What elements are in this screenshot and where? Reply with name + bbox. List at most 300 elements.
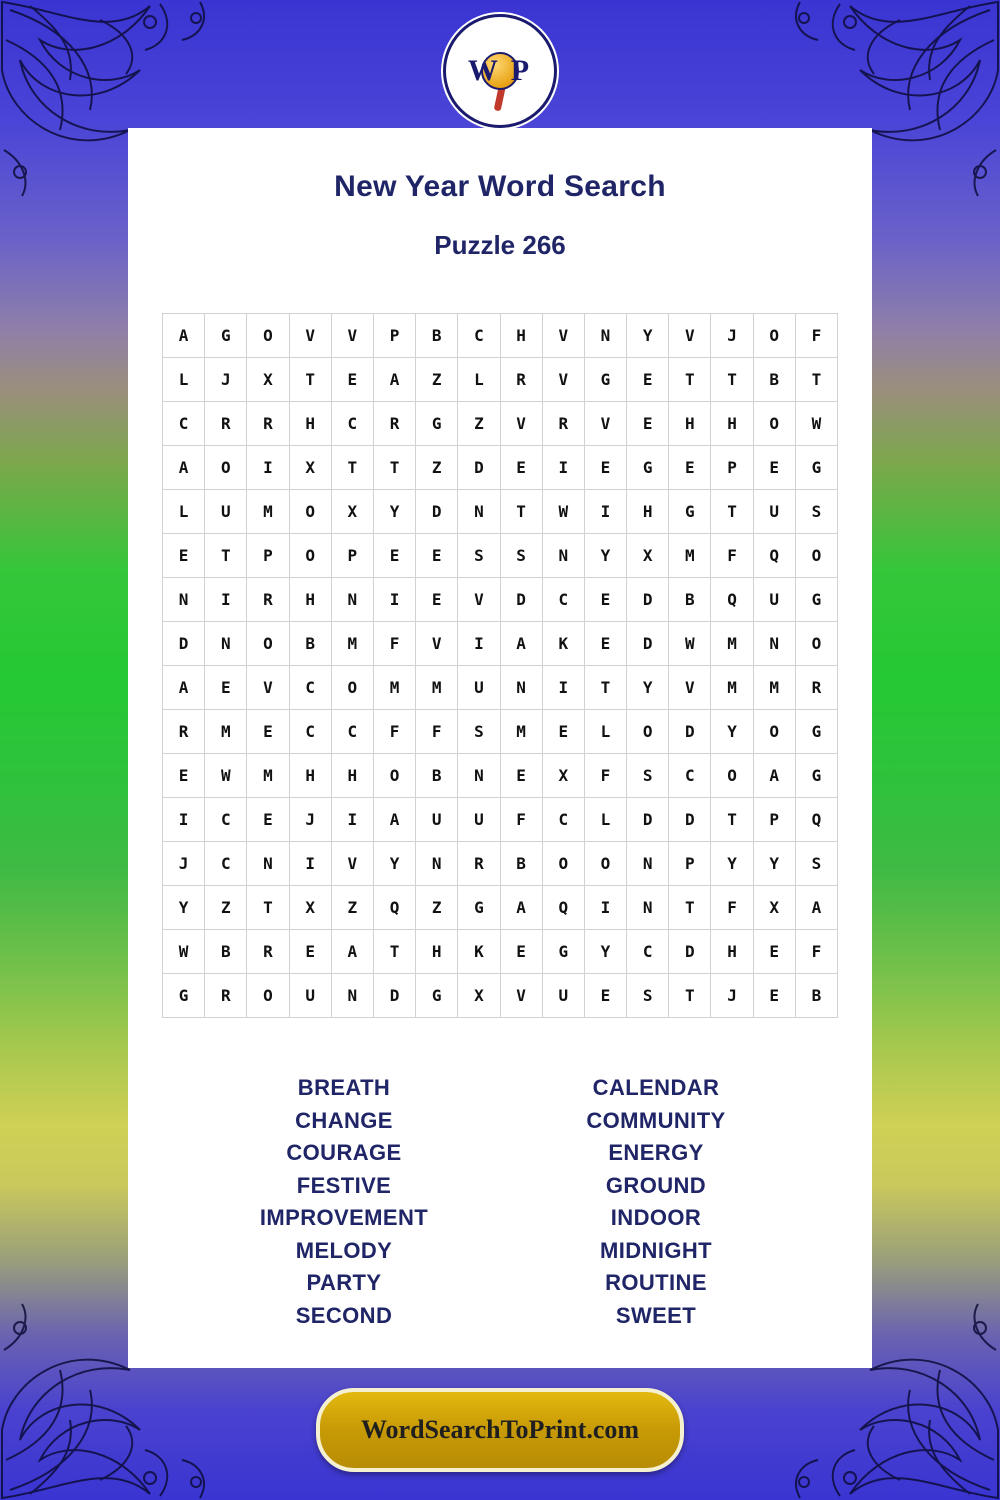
grid-cell[interactable]: X — [289, 446, 331, 490]
grid-row — [163, 358, 838, 402]
grid-cell[interactable]: Q — [753, 534, 795, 578]
grid-cell[interactable]: V — [669, 314, 711, 358]
grid-cell[interactable]: G — [795, 578, 837, 622]
page-title: New Year Word Search — [334, 170, 666, 203]
grid-cell[interactable]: G — [669, 490, 711, 534]
grid-cell[interactable]: F — [373, 622, 415, 666]
grid-cell[interactable]: Y — [373, 490, 415, 534]
word-list-column-left — [188, 1072, 500, 1332]
grid-cell[interactable]: F — [711, 534, 753, 578]
grid-cell[interactable]: U — [753, 490, 795, 534]
grid-cell[interactable]: T — [584, 666, 626, 710]
word-search-grid — [162, 313, 838, 1018]
grid-cell[interactable]: A — [373, 358, 415, 402]
grid-cell[interactable]: Q — [795, 798, 837, 842]
grid-cell[interactable]: G — [795, 754, 837, 798]
letter-grid-table — [162, 313, 838, 1018]
grid-cell[interactable]: U — [205, 490, 247, 534]
grid-cell[interactable]: X — [542, 754, 584, 798]
grid-cell[interactable]: H — [711, 402, 753, 446]
grid-cell[interactable]: C — [331, 710, 373, 754]
grid-row — [163, 798, 838, 842]
grid-cell[interactable]: U — [753, 578, 795, 622]
grid-cell[interactable]: C — [205, 842, 247, 886]
grid-cell[interactable]: I — [542, 446, 584, 490]
grid-cell[interactable]: S — [795, 842, 837, 886]
grid-cell[interactable]: E — [627, 358, 669, 402]
grid-cell[interactable]: I — [584, 490, 626, 534]
grid-cell[interactable]: S — [627, 754, 669, 798]
grid-cell[interactable]: R — [247, 402, 289, 446]
grid-cell[interactable]: T — [373, 446, 415, 490]
grid-cell[interactable]: C — [627, 930, 669, 974]
grid-cell[interactable]: D — [627, 622, 669, 666]
grid-cell[interactable]: N — [458, 490, 500, 534]
word-list-column-right — [500, 1072, 812, 1332]
grid-cell[interactable]: Z — [416, 358, 458, 402]
grid-cell[interactable]: O — [627, 710, 669, 754]
grid-cell[interactable]: G — [416, 402, 458, 446]
grid-cell[interactable]: H — [289, 402, 331, 446]
grid-cell[interactable]: P — [331, 534, 373, 578]
grid-cell[interactable]: G — [163, 974, 205, 1018]
grid-cell[interactable]: L — [163, 490, 205, 534]
grid-cell[interactable]: E — [542, 710, 584, 754]
grid-cell[interactable]: R — [795, 666, 837, 710]
grid-cell[interactable]: A — [500, 886, 542, 930]
grid-cell[interactable]: F — [795, 930, 837, 974]
word-list-item[interactable]: MELODY — [295, 1237, 393, 1263]
grid-cell[interactable]: E — [205, 666, 247, 710]
grid-cell[interactable]: D — [669, 710, 711, 754]
grid-cell[interactable]: E — [584, 578, 626, 622]
grid-cell[interactable]: A — [163, 666, 205, 710]
grid-cell[interactable]: A — [795, 886, 837, 930]
word-list-item[interactable]: FESTIVE — [296, 1172, 392, 1198]
grid-cell[interactable]: D — [163, 622, 205, 666]
grid-cell[interactable]: O — [247, 622, 289, 666]
grid-cell[interactable]: B — [500, 842, 542, 886]
grid-cell[interactable]: O — [373, 754, 415, 798]
grid-cell[interactable]: A — [753, 754, 795, 798]
grid-cell[interactable]: D — [500, 578, 542, 622]
grid-cell[interactable]: S — [458, 534, 500, 578]
grid-cell[interactable]: G — [458, 886, 500, 930]
grid-cell[interactable]: D — [416, 490, 458, 534]
grid-cell[interactable]: M — [753, 666, 795, 710]
grid-cell[interactable]: N — [205, 622, 247, 666]
grid-cell[interactable]: C — [458, 314, 500, 358]
word-list-item[interactable]: SWEET — [615, 1302, 697, 1328]
grid-cell[interactable]: V — [500, 974, 542, 1018]
grid-cell[interactable]: E — [669, 446, 711, 490]
grid-cell[interactable]: N — [627, 886, 669, 930]
word-list-item[interactable]: CALENDAR — [592, 1075, 720, 1100]
grid-cell[interactable]: G — [795, 710, 837, 754]
grid-cell[interactable]: C — [542, 578, 584, 622]
grid-row — [163, 534, 838, 578]
grid-cell[interactable]: R — [458, 842, 500, 886]
grid-cell[interactable]: Y — [627, 666, 669, 710]
puzzle-sheet — [128, 128, 872, 1368]
grid-cell[interactable]: T — [247, 886, 289, 930]
grid-cell[interactable]: J — [711, 314, 753, 358]
grid-cell[interactable]: M — [711, 666, 753, 710]
grid-cell[interactable]: V — [289, 314, 331, 358]
grid-cell[interactable]: I — [331, 798, 373, 842]
grid-cell[interactable]: I — [205, 578, 247, 622]
grid-cell[interactable]: O — [331, 666, 373, 710]
grid-cell[interactable]: A — [163, 446, 205, 490]
grid-cell[interactable]: E — [416, 578, 458, 622]
grid-cell[interactable]: E — [500, 754, 542, 798]
grid-row — [163, 622, 838, 666]
grid-cell[interactable]: H — [500, 314, 542, 358]
grid-cell[interactable]: X — [331, 490, 373, 534]
grid-cell[interactable]: I — [458, 622, 500, 666]
grid-cell[interactable]: Y — [711, 842, 753, 886]
grid-cell[interactable]: T — [289, 358, 331, 402]
grid-cell[interactable]: H — [711, 930, 753, 974]
grid-cell[interactable]: C — [669, 754, 711, 798]
grid-cell[interactable]: B — [289, 622, 331, 666]
grid-cell[interactable]: N — [584, 314, 626, 358]
grid-cell[interactable]: R — [500, 358, 542, 402]
grid-cell[interactable]: U — [542, 974, 584, 1018]
grid-cell[interactable]: V — [331, 314, 373, 358]
grid-cell[interactable]: M — [711, 622, 753, 666]
grid-cell[interactable]: R — [205, 402, 247, 446]
word-list-item[interactable]: CHANGE — [295, 1107, 393, 1133]
grid-cell[interactable]: T — [711, 490, 753, 534]
grid-cell[interactable]: O — [795, 622, 837, 666]
grid-cell[interactable]: H — [289, 578, 331, 622]
grid-cell[interactable]: U — [289, 974, 331, 1018]
word-list-item[interactable]: ROUTINE — [605, 1270, 707, 1295]
grid-cell[interactable]: I — [247, 446, 289, 490]
grid-cell[interactable]: D — [373, 974, 415, 1018]
grid-cell[interactable]: E — [163, 534, 205, 578]
grid-cell[interactable]: T — [795, 358, 837, 402]
grid-cell[interactable]: M — [331, 622, 373, 666]
grid-cell[interactable]: O — [289, 534, 331, 578]
grid-cell[interactable]: E — [331, 358, 373, 402]
word-list-item[interactable]: MIDNIGHT — [600, 1237, 712, 1263]
grid-cell[interactable]: W — [542, 490, 584, 534]
grid-cell[interactable]: C — [542, 798, 584, 842]
grid-cell[interactable]: V — [669, 666, 711, 710]
grid-cell[interactable]: M — [669, 534, 711, 578]
word-list-item[interactable]: BREATH — [297, 1075, 391, 1100]
grid-cell[interactable]: H — [627, 490, 669, 534]
grid-cell[interactable]: Q — [373, 886, 415, 930]
grid-row — [163, 446, 838, 490]
word-list-item[interactable]: INDOOR — [610, 1205, 702, 1230]
grid-cell[interactable]: E — [373, 534, 415, 578]
grid-cell[interactable]: A — [331, 930, 373, 974]
website-button[interactable] — [316, 1388, 684, 1472]
grid-cell[interactable]: J — [289, 798, 331, 842]
grid-cell[interactable]: N — [331, 578, 373, 622]
site-logo — [443, 14, 557, 128]
grid-cell[interactable]: Y — [584, 930, 626, 974]
grid-cell[interactable]: E — [753, 930, 795, 974]
grid-cell[interactable]: V — [416, 622, 458, 666]
grid-cell[interactable]: T — [711, 798, 753, 842]
grid-cell[interactable]: G — [584, 358, 626, 402]
grid-cell[interactable]: V — [584, 402, 626, 446]
grid-row — [163, 842, 838, 886]
grid-cell[interactable]: Y — [373, 842, 415, 886]
grid-cell[interactable]: M — [500, 710, 542, 754]
grid-cell[interactable]: P — [373, 314, 415, 358]
grid-cell[interactable]: T — [373, 930, 415, 974]
grid-cell[interactable]: N — [500, 666, 542, 710]
grid-row — [163, 886, 838, 930]
grid-cell[interactable]: Q — [542, 886, 584, 930]
word-list-item[interactable]: IMPROVEMENT — [259, 1205, 429, 1230]
grid-cell[interactable]: O — [289, 490, 331, 534]
word-list-item[interactable]: ENERGY — [608, 1140, 704, 1165]
grid-cell[interactable]: W — [205, 754, 247, 798]
grid-cell[interactable]: D — [627, 798, 669, 842]
grid-cell[interactable]: F — [416, 710, 458, 754]
grid-cell[interactable]: D — [669, 798, 711, 842]
grid-cell[interactable]: G — [416, 974, 458, 1018]
grid-cell[interactable]: P — [711, 446, 753, 490]
grid-cell[interactable]: J — [711, 974, 753, 1018]
grid-cell[interactable]: Z — [416, 886, 458, 930]
grid-cell[interactable]: V — [542, 358, 584, 402]
grid-row — [163, 314, 838, 358]
grid-cell[interactable]: S — [500, 534, 542, 578]
grid-cell[interactable]: V — [542, 314, 584, 358]
grid-cell[interactable]: B — [753, 358, 795, 402]
grid-cell[interactable]: I — [373, 578, 415, 622]
grid-cell[interactable]: C — [289, 666, 331, 710]
grid-cell[interactable]: T — [500, 490, 542, 534]
grid-cell[interactable]: P — [247, 534, 289, 578]
grid-cell[interactable]: O — [753, 402, 795, 446]
grid-cell[interactable]: X — [289, 886, 331, 930]
grid-cell[interactable]: L — [584, 710, 626, 754]
grid-cell[interactable]: Z — [458, 402, 500, 446]
grid-cell[interactable]: W — [795, 402, 837, 446]
grid-cell[interactable]: R — [205, 974, 247, 1018]
grid-cell[interactable]: E — [584, 446, 626, 490]
grid-cell[interactable]: J — [163, 842, 205, 886]
grid-cell[interactable]: R — [542, 402, 584, 446]
grid-cell[interactable]: X — [247, 358, 289, 402]
grid-cell[interactable]: F — [711, 886, 753, 930]
grid-cell[interactable]: N — [247, 842, 289, 886]
grid-cell[interactable]: I — [584, 886, 626, 930]
grid-row — [163, 666, 838, 710]
grid-cell[interactable]: D — [627, 578, 669, 622]
grid-cell[interactable]: E — [584, 974, 626, 1018]
grid-cell[interactable]: H — [669, 402, 711, 446]
grid-cell[interactable]: R — [373, 402, 415, 446]
grid-cell[interactable]: G — [627, 446, 669, 490]
word-list-item[interactable]: GROUND — [605, 1172, 707, 1198]
grid-cell[interactable]: O — [753, 314, 795, 358]
grid-row — [163, 578, 838, 622]
grid-cell[interactable]: S — [795, 490, 837, 534]
grid-row — [163, 710, 838, 754]
grid-cell[interactable]: G — [542, 930, 584, 974]
grid-cell[interactable]: K — [542, 622, 584, 666]
grid-cell[interactable]: Z — [331, 886, 373, 930]
grid-cell[interactable]: F — [584, 754, 626, 798]
grid-cell[interactable]: E — [753, 974, 795, 1018]
grid-cell[interactable]: H — [416, 930, 458, 974]
grid-cell[interactable]: U — [458, 798, 500, 842]
grid-cell[interactable]: X — [753, 886, 795, 930]
grid-cell[interactable]: M — [247, 490, 289, 534]
grid-cell[interactable]: I — [163, 798, 205, 842]
grid-cell[interactable]: T — [205, 534, 247, 578]
grid-row — [163, 402, 838, 446]
grid-cell[interactable]: M — [205, 710, 247, 754]
grid-cell[interactable]: E — [247, 798, 289, 842]
grid-cell[interactable]: I — [542, 666, 584, 710]
grid-cell[interactable]: V — [458, 578, 500, 622]
grid-cell[interactable]: H — [289, 754, 331, 798]
word-list — [128, 1072, 872, 1332]
word-list-item[interactable]: PARTY — [306, 1270, 382, 1295]
grid-cell[interactable]: O — [247, 314, 289, 358]
grid-cell[interactable]: T — [331, 446, 373, 490]
grid-cell[interactable]: O — [247, 974, 289, 1018]
word-list-item[interactable]: SECOND — [295, 1302, 393, 1328]
grid-cell[interactable]: B — [669, 578, 711, 622]
grid-cell[interactable]: E — [247, 710, 289, 754]
grid-cell[interactable]: A — [373, 798, 415, 842]
grid-cell[interactable]: Z — [205, 886, 247, 930]
grid-cell[interactable]: O — [584, 842, 626, 886]
grid-cell[interactable]: N — [331, 974, 373, 1018]
grid-cell[interactable]: Z — [416, 446, 458, 490]
grid-cell[interactable]: E — [163, 754, 205, 798]
grid-cell[interactable]: U — [416, 798, 458, 842]
grid-cell[interactable]: M — [416, 666, 458, 710]
grid-cell[interactable]: W — [669, 622, 711, 666]
grid-cell[interactable]: C — [331, 402, 373, 446]
grid-cell[interactable]: O — [711, 754, 753, 798]
grid-cell[interactable]: L — [458, 358, 500, 402]
grid-cell[interactable]: E — [289, 930, 331, 974]
grid-cell[interactable]: U — [458, 666, 500, 710]
website-label: WordSearchToPrint.com — [360, 1415, 640, 1444]
grid-cell[interactable]: C — [163, 402, 205, 446]
grid-cell[interactable]: C — [205, 798, 247, 842]
grid-cell[interactable]: N — [416, 842, 458, 886]
grid-cell[interactable]: O — [753, 710, 795, 754]
grid-cell[interactable]: Q — [711, 578, 753, 622]
grid-cell[interactable]: X — [458, 974, 500, 1018]
grid-cell[interactable]: B — [795, 974, 837, 1018]
grid-cell[interactable]: P — [669, 842, 711, 886]
grid-cell[interactable]: Y — [163, 886, 205, 930]
grid-cell[interactable]: B — [416, 314, 458, 358]
grid-cell[interactable]: M — [373, 666, 415, 710]
grid-cell[interactable]: F — [373, 710, 415, 754]
grid-cell[interactable]: T — [711, 358, 753, 402]
grid-cell[interactable]: E — [627, 402, 669, 446]
grid-cell[interactable]: S — [458, 710, 500, 754]
grid-cell[interactable]: O — [542, 842, 584, 886]
grid-cell[interactable]: L — [163, 358, 205, 402]
grid-cell[interactable]: C — [289, 710, 331, 754]
grid-cell[interactable]: E — [416, 534, 458, 578]
grid-cell[interactable]: E — [584, 622, 626, 666]
grid-row — [163, 754, 838, 798]
grid-cell[interactable]: O — [205, 446, 247, 490]
grid-cell[interactable]: F — [795, 314, 837, 358]
grid-cell[interactable]: A — [163, 314, 205, 358]
grid-cell[interactable]: Y — [711, 710, 753, 754]
grid-cell[interactable]: T — [669, 358, 711, 402]
grid-cell[interactable]: L — [584, 798, 626, 842]
grid-cell[interactable]: P — [753, 798, 795, 842]
grid-cell[interactable]: S — [627, 974, 669, 1018]
grid-cell[interactable]: V — [500, 402, 542, 446]
grid-cell[interactable]: K — [458, 930, 500, 974]
grid-cell[interactable]: E — [753, 446, 795, 490]
grid-cell[interactable]: G — [795, 446, 837, 490]
grid-cell[interactable]: B — [416, 754, 458, 798]
grid-cell[interactable]: N — [627, 842, 669, 886]
grid-cell[interactable]: G — [205, 314, 247, 358]
grid-cell[interactable]: N — [458, 754, 500, 798]
grid-cell[interactable]: I — [289, 842, 331, 886]
grid-cell[interactable]: N — [753, 622, 795, 666]
puzzle-number: Puzzle 266 — [434, 230, 566, 260]
grid-cell[interactable]: T — [669, 886, 711, 930]
grid-cell[interactable]: H — [331, 754, 373, 798]
word-list-item[interactable]: COURAGE — [286, 1140, 402, 1165]
grid-cell[interactable]: Y — [627, 314, 669, 358]
grid-cell[interactable]: M — [247, 754, 289, 798]
grid-cell[interactable]: R — [163, 710, 205, 754]
grid-cell[interactable]: J — [205, 358, 247, 402]
grid-cell[interactable]: N — [542, 534, 584, 578]
grid-cell[interactable]: E — [500, 446, 542, 490]
logo-letters: W P — [467, 54, 533, 87]
grid-cell[interactable]: E — [500, 930, 542, 974]
grid-cell[interactable]: B — [205, 930, 247, 974]
grid-cell[interactable]: D — [669, 930, 711, 974]
grid-cell[interactable]: F — [500, 798, 542, 842]
grid-row — [163, 930, 838, 974]
grid-cell[interactable]: T — [669, 974, 711, 1018]
grid-row — [163, 490, 838, 534]
grid-cell[interactable]: Y — [584, 534, 626, 578]
grid-cell[interactable]: D — [458, 446, 500, 490]
grid-cell[interactable]: A — [500, 622, 542, 666]
word-list-item[interactable]: COMMUNITY — [586, 1107, 726, 1133]
grid-cell[interactable]: Y — [753, 842, 795, 886]
grid-row — [163, 974, 838, 1018]
grid-cell[interactable]: N — [163, 578, 205, 622]
grid-cell[interactable]: X — [627, 534, 669, 578]
grid-cell[interactable]: V — [247, 666, 289, 710]
grid-cell[interactable]: R — [247, 930, 289, 974]
grid-cell[interactable]: W — [163, 930, 205, 974]
grid-cell[interactable]: O — [795, 534, 837, 578]
grid-cell[interactable]: R — [247, 578, 289, 622]
grid-cell[interactable]: V — [331, 842, 373, 886]
